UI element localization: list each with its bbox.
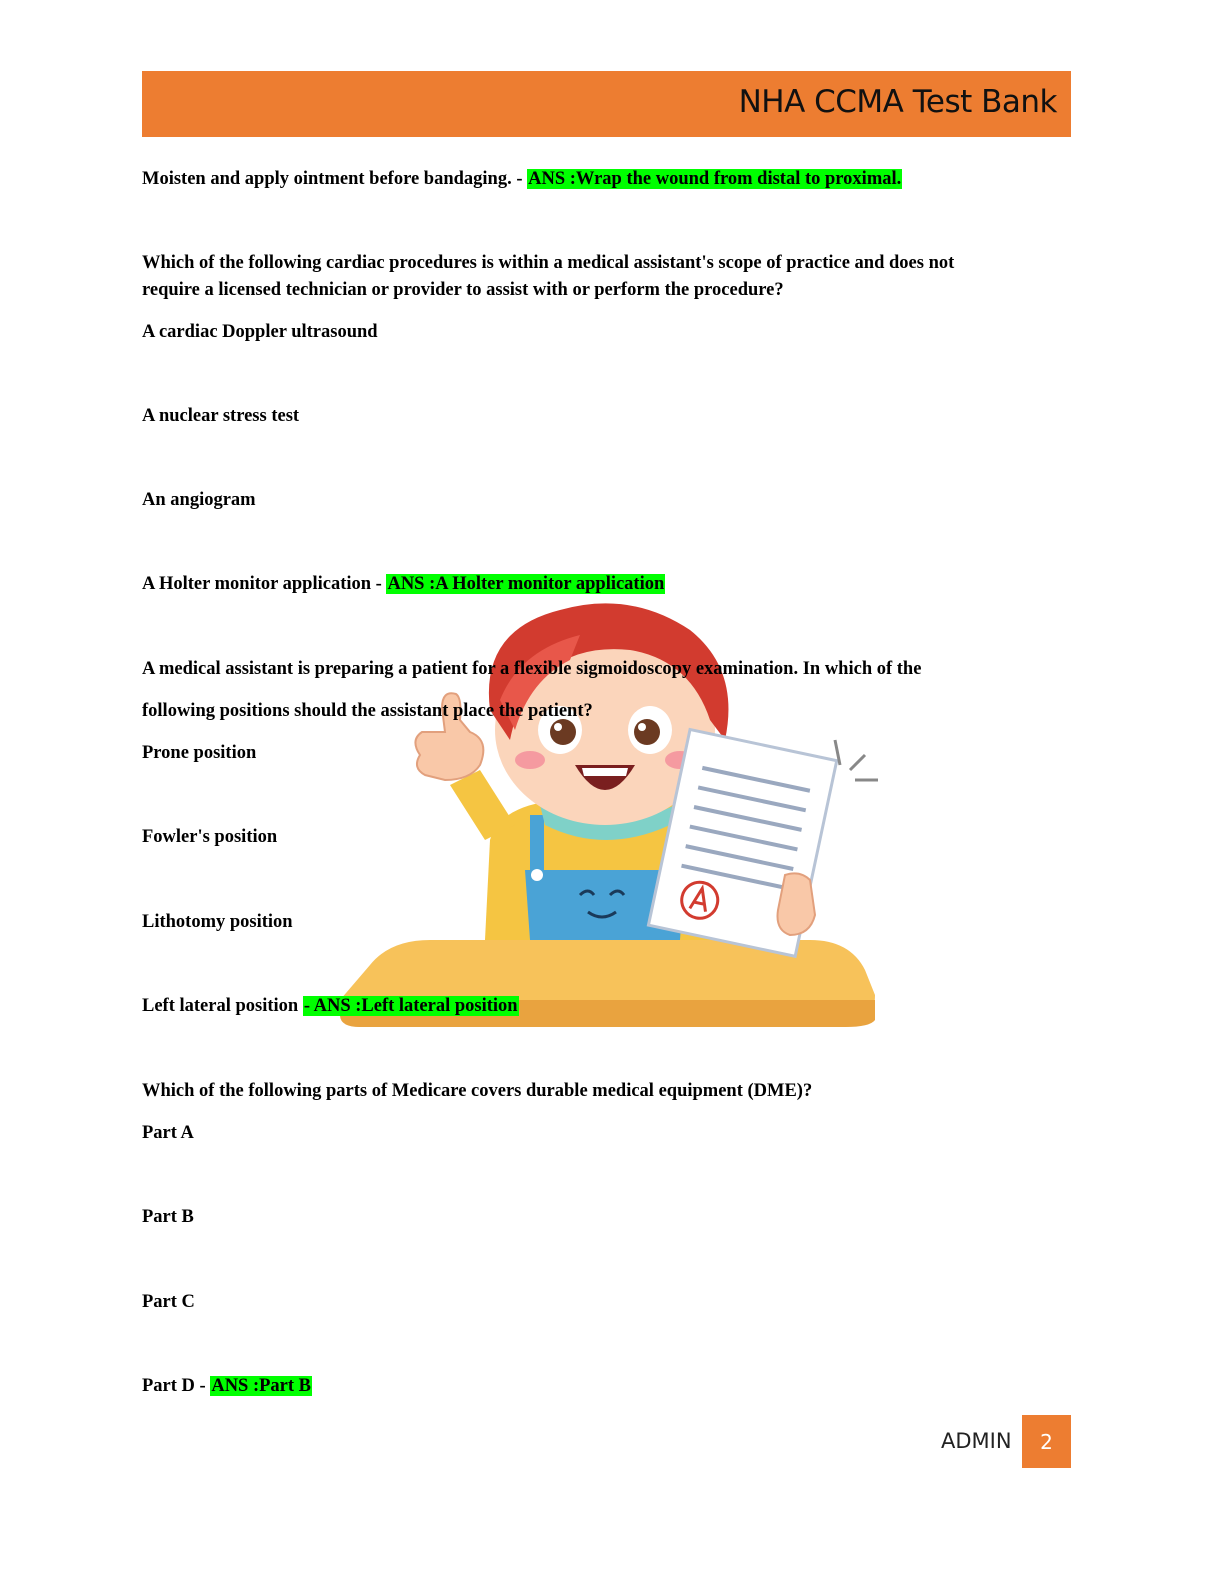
- answer-highlight: - ANS :Left lateral position: [303, 996, 518, 1016]
- footer-label: ADMIN: [941, 1429, 1012, 1453]
- answer-highlight: ANS :Wrap the wound from distal to proximal.: [528, 169, 902, 189]
- option-item: Lithotomy position: [142, 912, 293, 932]
- question-3-line-1: A medical assistant is preparing a patient for a flexible sigmoidoscopy examination. In which of the: [142, 659, 922, 679]
- answer-highlight: ANS :A Holter monitor application: [387, 574, 665, 594]
- option-text: Part D -: [142, 1376, 211, 1396]
- answer-highlight: ANS :Part B: [211, 1376, 312, 1396]
- option-item: A cardiac Doppler ultrasound: [142, 322, 378, 342]
- option-text: Left lateral position: [142, 996, 303, 1016]
- option-item: [142, 573, 665, 595]
- option-item: Part B: [142, 1207, 194, 1227]
- question-1: [142, 168, 902, 190]
- option-item: Prone position: [142, 743, 257, 763]
- option-item: [142, 1375, 312, 1397]
- question-4-line-1: Which of the following parts of Medicare covers durable medical equipment (DME)?: [142, 1081, 813, 1101]
- question-3-line-2: following positions should the assistant place the patient?: [142, 701, 593, 721]
- question-2-line-2: require a licensed technician or provider to assist with or perform the procedure?: [142, 280, 784, 300]
- option-item: An angiogram: [142, 490, 256, 510]
- page-number: 2: [1022, 1415, 1071, 1468]
- header-bar: [142, 71, 1071, 137]
- question-2-line-1: Which of the following cardiac procedures is within a medical assistant's scope of practice and does not: [142, 253, 955, 273]
- option-item: Part A: [142, 1123, 194, 1143]
- option-text: A Holter monitor application -: [142, 574, 387, 594]
- question-text: Moisten and apply ointment before bandaging. -: [142, 169, 528, 189]
- option-item: Part C: [142, 1292, 195, 1312]
- option-item: A nuclear stress test: [142, 406, 300, 426]
- option-item: Fowler's position: [142, 827, 278, 847]
- page-title: NHA CCMA Test Bank: [738, 84, 1057, 120]
- option-item: [142, 995, 519, 1017]
